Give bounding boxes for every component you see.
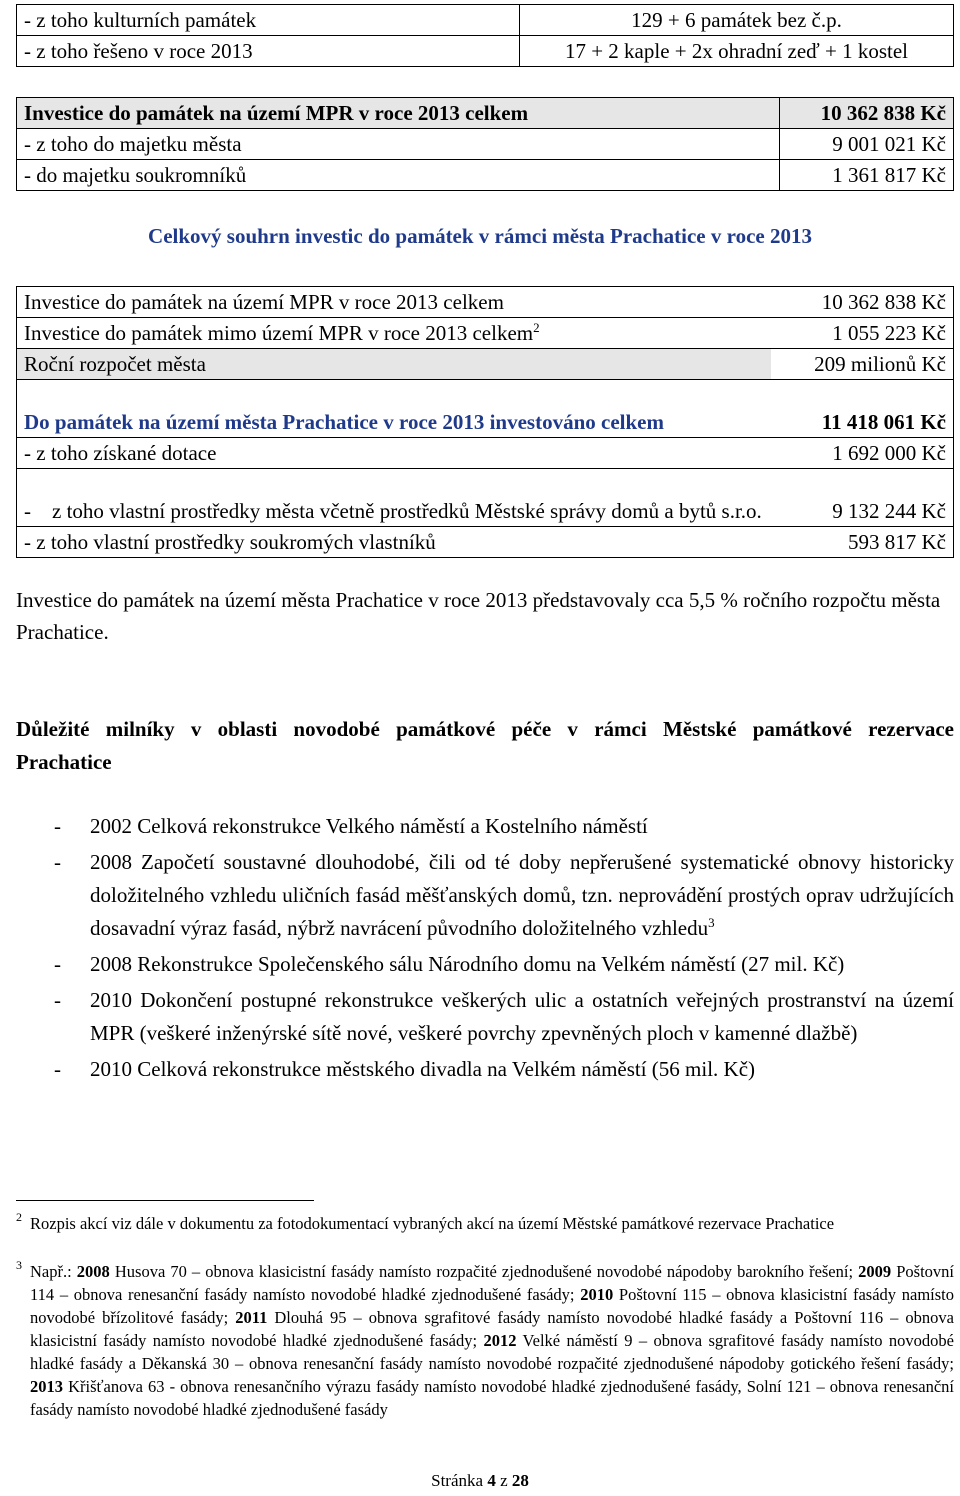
footnote-segment: Dlouhá 95 – obnova sgrafitové fasády namísto novodobé hladké fasády a Poštovní 116 – obnova klasicistní fasády namísto novodobé hladké zjednodušené fasády; (30, 1308, 954, 1350)
list-item (16, 948, 954, 981)
footnote-segment: Poštovní 114 – obnova renesanční fasády namísto novodobé hladké zjednodušené fasády; (30, 1262, 954, 1304)
milestones-list (16, 810, 954, 1089)
table-row (17, 160, 954, 191)
table-cell: 1 055 223 Kč (771, 318, 954, 349)
table-cell: 10 362 838 Kč (780, 98, 954, 129)
table-cell: - z toho do majetku města (17, 129, 780, 160)
table-cell: 593 817 Kč (771, 527, 954, 558)
table-row (17, 287, 954, 318)
list-item (16, 984, 954, 1050)
table-cell (17, 318, 772, 349)
footnote-2 (16, 1212, 954, 1235)
footnote-ref: 2 (533, 320, 540, 335)
table-row (17, 98, 954, 129)
table-cell: Investice do památek na území MPR v roce 2013 celkem (17, 287, 772, 318)
table-cell: 11 418 061 Kč (771, 380, 954, 438)
list-bullet: - (54, 988, 61, 1012)
table-summary (16, 286, 954, 558)
footnote-year: 2011 (235, 1308, 268, 1327)
table-row (17, 380, 954, 438)
footnote-year: 2013 (30, 1377, 63, 1396)
table-cell: 1 361 817 Kč (780, 160, 954, 191)
footer-page: 4 (487, 1471, 496, 1490)
footnote-segment: Např.: (30, 1262, 77, 1281)
table-cell: 9 001 021 Kč (780, 129, 954, 160)
summary-heading: Celkový souhrn investic do památek v rámci města Prachatice v roce 2013 (148, 224, 812, 248)
footnote-number: 2 (16, 1210, 22, 1224)
row-label: Investice do památek mimo území MPR v roce 2013 celkem (24, 321, 534, 345)
footnote-segment: Křišťanova 63 - obnova renesančního výrazu fasády namísto novodobé hladké zjednodušené fasády, Solní 121 – obnova renesanční fasády namísto novodobé hladké zjednodušené fasády (30, 1377, 954, 1419)
list-bullet: - (54, 952, 61, 976)
table-cell: - z toho řešeno v roce 2013 (17, 36, 520, 67)
table-cell (17, 469, 772, 527)
table-cell: 209 milionů Kč (771, 349, 954, 380)
row-label: z toho vlastní prostředky města včetně prostředků Městské správy domů a bytů s.r.o. (52, 499, 762, 523)
footnote-separator (16, 1200, 314, 1201)
table-cell: - do majetku soukromníků (17, 160, 780, 191)
table-cell: 1 692 000 Kč (771, 438, 954, 469)
footnote-text (16, 1260, 954, 1421)
table-row (17, 527, 954, 558)
table-row (17, 438, 954, 469)
list-bullet: - (54, 850, 61, 874)
table-row (17, 349, 954, 380)
footnote-ref: 3 (708, 915, 715, 930)
summary-paragraph: Investice do památek na území města Prachatice v roce 2013 představovaly cca 5,5 % ročního rozpočtu města Prachatice. (16, 588, 941, 644)
list-item (16, 1053, 954, 1086)
table-cell: - z toho kulturních památek (17, 5, 520, 36)
table-cell: - z toho získané dotace (17, 438, 772, 469)
footnote-segment: Husova 70 – obnova klasicistní fasády namísto rozpačité zjednodušené novodobé nápodoby barokního řešení; (109, 1262, 859, 1281)
table-row (17, 36, 954, 67)
table-cell: 9 132 244 Kč (771, 469, 954, 527)
milestone-text: 2010 Dokončení postupné rekonstrukce veškerých ulic a ostatních veřejných prostranství na území MPR (veškeré inženýrské sítě nové, veškeré povrchy zpevněných ploch v kamenné dlažbě) (90, 988, 954, 1045)
table-cell: Investice do památek na území MPR v roce 2013 celkem (17, 98, 780, 129)
footnote-segment: Velké náměstí 9 – obnova sgrafitové fasády namísto novodobé hladké fasády a Děkanská 30 – obnova renesanční fasády namísto novodobé rozpačité zjednodušené nápodoby gotického řešení fasády; (30, 1331, 954, 1373)
milestone-text: 2010 Celková rekonstrukce městského divadla na Velkém náměstí (56 mil. Kč) (90, 1057, 756, 1081)
footer-prefix: Stránka (431, 1471, 488, 1490)
milestone-text: 2008 Rekonstrukce Společenského sálu Národního domu na Velkém náměstí (27 mil. Kč) (90, 952, 845, 976)
milestone-text: 2002 Celková rekonstrukce Velkého náměstí a Kostelního náměstí (90, 814, 648, 838)
footer-total: 28 (511, 1471, 529, 1490)
footnote-year: 2010 (580, 1285, 614, 1304)
table-cell: 129 + 6 památek bez č.p. (520, 5, 954, 36)
table-cell (17, 380, 772, 438)
footnote-year: 2009 (858, 1262, 892, 1281)
table-monuments-count (16, 4, 954, 67)
footnote-year: 2008 (76, 1262, 110, 1281)
list-item (16, 810, 954, 843)
footnote-segment: Poštovní 115 – obnova klasicistní fasády namísto novodobé břízolitové fasády; (30, 1285, 954, 1327)
footnote-number: 3 (16, 1258, 22, 1272)
milestones-heading: Důležité milníky v oblasti novodobé památkové péče v rámci Městské památkové rezervace Prachatice (16, 717, 954, 774)
table-row (17, 5, 954, 36)
table-mpr-investments (16, 97, 954, 191)
list-bullet: - (54, 814, 61, 838)
footnote-text: Rozpis akcí viz dále v dokumentu za fotodokumentací vybraných akcí na území Městské památkové rezervace Prachatice (30, 1214, 835, 1233)
table-cell: 10 362 838 Kč (771, 287, 954, 318)
table-row (17, 129, 954, 160)
table-row (17, 318, 954, 349)
footnote-year: 2012 (483, 1331, 517, 1350)
list-bullet: - (54, 1057, 61, 1081)
footnote-3 (16, 1260, 954, 1421)
list-item (16, 846, 954, 945)
table-row (17, 469, 954, 527)
table-cell: Roční rozpočet města (17, 349, 772, 380)
row-dash: - (24, 499, 31, 523)
table-cell: - z toho vlastní prostředky soukromých vlastníků (17, 527, 772, 558)
milestone-text: 2008 Započetí soustavné dlouhodobé, čili od té doby nepřerušené systematické obnovy historicky doložitelného vzhledu uličních fasád měšťanských domů, tzn. neprovádění prostých oprav udržujících dosavadní výraz fasád, nýbrž navrácení původního doložitelného vzhledu (90, 850, 954, 940)
table-cell: 17 + 2 kaple + 2x ohradní zeď + 1 kostel (520, 36, 954, 67)
row-label: Do památek na území města Prachatice v roce 2013 investováno celkem (24, 410, 664, 434)
footer-middle: z (495, 1471, 512, 1490)
